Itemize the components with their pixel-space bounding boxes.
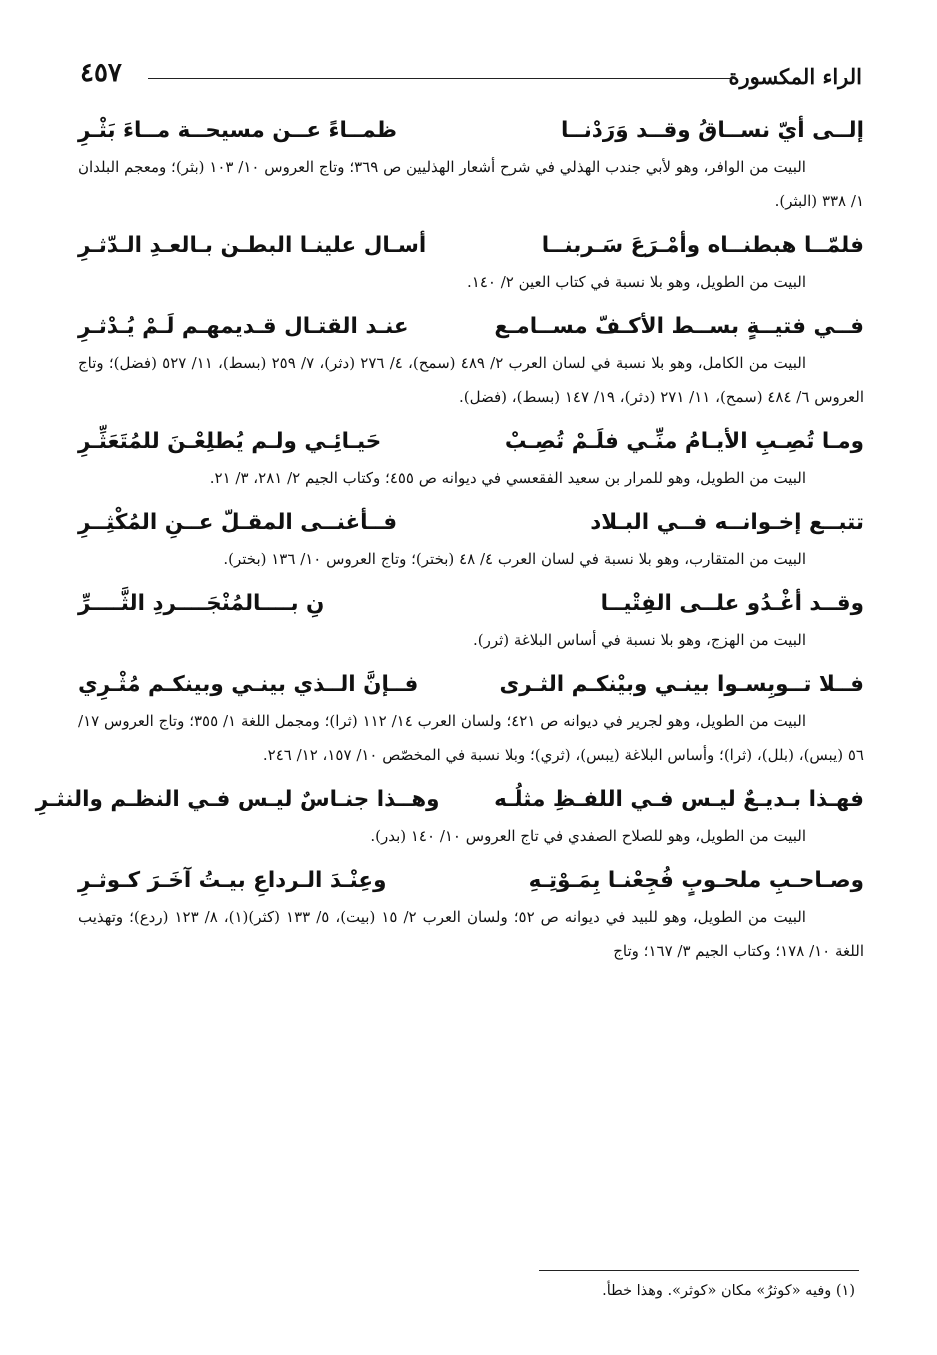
verse-line bbox=[35, 781, 864, 819]
verse-second-hemistich: فــأغنــى المقـلّ عــنِ المُكْثِــرِ bbox=[78, 510, 398, 535]
page-body bbox=[35, 112, 864, 977]
verse-first-hemistich: وصـاحـبِ ملحـوبٍ فُجِعْنـا بِمَـوْتِـهِ bbox=[528, 868, 864, 893]
verse-line bbox=[78, 585, 864, 623]
verse-line bbox=[78, 308, 864, 346]
verse-line bbox=[78, 666, 864, 704]
verse-line bbox=[78, 112, 864, 150]
verse-second-hemistich: فــإنَّ الــذي بينـي وبينكـم مُثْـرِي bbox=[78, 672, 419, 697]
verse-second-hemistich: ظمــاءً عــن مسيحــة مــاءَ بَثْـرِ bbox=[78, 118, 397, 143]
verse-commentary: البيت من الوافر، وهو لأبي جندب الهذلي في شرح أشعار الهذليين ص ٣٦٩؛ وتاج العروس ١٠/ ١٠٣ (بثر)؛ ومعجم البلدان ١/ ٣٣٨ (البثر). bbox=[78, 158, 864, 210]
page-header bbox=[80, 58, 862, 94]
verse-first-hemistich: تتبــع إخـوانــه فــي البـلاد bbox=[590, 510, 864, 535]
verse-second-hemistich: عنـد القتـال قـديمهـم لَـمْ يُـدْثـرِ bbox=[78, 314, 409, 339]
verse-second-hemistich: أسـال علينـا البطـن بـالعـدِ الـدّثـرِ bbox=[78, 233, 427, 258]
verse-second-hemistich: نِ بــــالمُنْجَــــردِ الثَّــــرِّ bbox=[78, 591, 325, 616]
verse-first-hemistich: إلــى أيّ نســاقُ وقــد وَرَدْنــا bbox=[560, 118, 864, 143]
verse-commentary: البيت من المتقارب، وهو بلا نسبة في لسان العرب ٤/ ٤٨ (بختر)؛ وتاج العروس ١٠/ ١٣٦ (بختر). bbox=[223, 550, 806, 568]
verse-first-hemistich: فهـذا بـديـعٌ ليـس فـي اللفـظِ مثلُـه bbox=[494, 787, 864, 812]
verse-second-hemistich: وهــذا جنـاسٌ ليـس فـي النظـم والنثـرِ bbox=[35, 787, 440, 812]
verse-second-hemistich: وعِنْـدَ الـرداعِ بيـتُ آخَـرَ كـوثـرِ bbox=[78, 868, 387, 893]
verse-first-hemistich: ومـا تُصِـبِ الأيـامُ منِّـي فلَـمْ تُصِـبْ bbox=[504, 429, 864, 454]
verse-first-hemistich: وقــد أغْـدُو علــى الفِتْيــا bbox=[600, 591, 864, 616]
verse-line bbox=[78, 227, 864, 265]
verse-commentary: البيت من الكامل، وهو بلا نسبة في لسان العرب ٢/ ٤٨٩ (سمح)، ٤/ ٢٧٦ (دثر)، ٧/ ٢٥٩ (بسط)، ١١/ ٥٢٧ (فضل)؛ وتاج العروس ٦/ ٤٨٤ (سمح)، ١١/ ٢٧١ (دثر)، ١٩/ ١٤٧ (بسط)، (فضل). bbox=[78, 354, 864, 406]
verse-commentary: البيت من الطويل، وهو للمرار بن سعيد الفقعسي في ديوانه ص ٤٥٥؛ وكتاب الجيم ٢/ ٢٨١، ٣/ ٢١. bbox=[209, 469, 806, 487]
header-rule bbox=[148, 78, 734, 79]
verse-first-hemistich: فــلا تــوبِسـوا بينـي وبيْنكـم الثـرى bbox=[499, 672, 864, 697]
footnote: (١) وفيه «كوثرُ» مكان «كوثر». وهذا خطأ. bbox=[602, 1283, 855, 1299]
verse-first-hemistich: فــي فتيــةٍ بســط الأكـفّ مســامـع bbox=[494, 314, 864, 339]
verse-commentary: البيت من الطويل، وهو بلا نسبة في كتاب العين ٢/ ١٤٠. bbox=[467, 273, 806, 291]
verse-commentary: البيت من الطويل، وهو لجرير في ديوانه ص ٤٢١؛ ولسان العرب ١٤/ ١١٢ (ثرا)؛ ومجمل اللغة ١/ ٣٥٥؛ وتاج العروس ١٧/ ٥٦ (يبس)، (بلل)، (ثرا)؛ وأساس البلاغة (يبس)، (ثري)؛ وبلا نسبة في المخصّص ١٠/ ١٥٧، ١٢/ ٢٤٦. bbox=[78, 712, 864, 764]
page-number: ٤٥٧ bbox=[80, 58, 122, 88]
verse-commentary: البيت من الطويل، وهو للصلاح الصفدي في تاج العروس ١٠/ ١٤٠ (بدر). bbox=[370, 827, 806, 845]
verse-line bbox=[78, 862, 864, 900]
verse-line bbox=[78, 504, 864, 542]
verse-first-hemistich: فلمّــا هبطنــاه وأمْـرَعَ سَـربنــا bbox=[541, 233, 864, 258]
verse-line bbox=[78, 423, 864, 461]
verse-commentary: البيت من الهزج، وهو بلا نسبة في أساس البلاغة (ثرر). bbox=[472, 631, 806, 649]
section-title: الراء المكسورة bbox=[728, 64, 862, 89]
footnote-rule bbox=[539, 1270, 859, 1271]
verse-second-hemistich: حَيـائِـي ولـم يُطلِعْـنَ للمُتَعَثِّـرِ bbox=[78, 429, 382, 454]
verse-commentary: البيت من الطويل، وهو للبيد في ديوانه ص ٥٢؛ ولسان العرب ٢/ ١٥ (بيت)، ٥/ ١٣٣ (كثر)(١)، ٨/ ١٢٣ (ردع)؛ وتهذيب اللغة ١٠/ ١٧٨؛ وكتاب الجيم ٣/ ١٦٧؛ وتاج bbox=[78, 908, 864, 960]
